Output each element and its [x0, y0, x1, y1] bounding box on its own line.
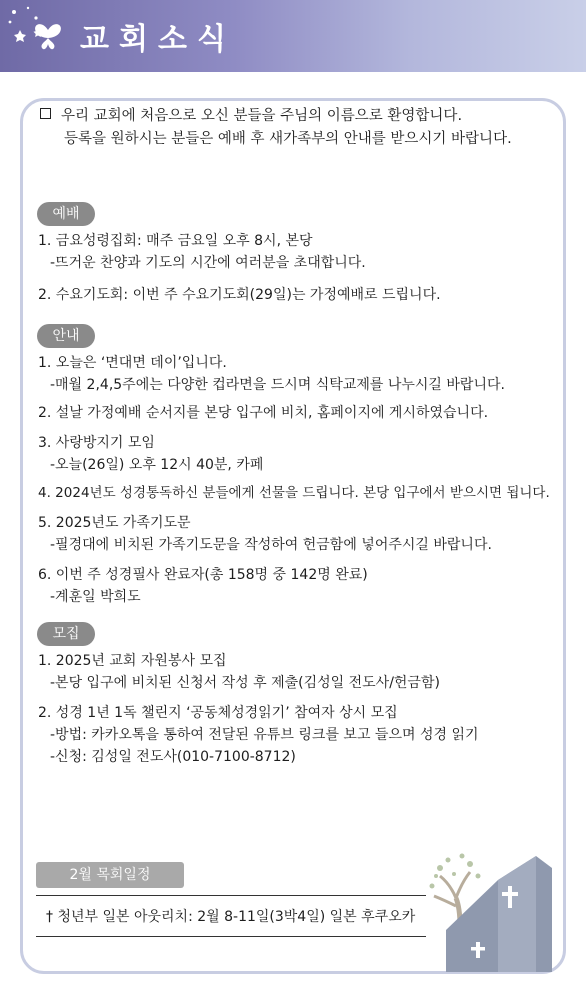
- page-title: 교회소식: [80, 22, 236, 57]
- list-item: 2. 설날 가정예배 순서지를 본당 입구에 비치, 홈페이지에 게시하였습니다.: [38, 405, 489, 421]
- page-header: [0, 0, 586, 72]
- list-item: 2. 성경 1년 1독 챌린지 ‘공동체성경읽기’ 참여자 상시 모집 -방법: 카카오톡을 통하여 전달된 유튜브 링크를 보고 들으며 성경 읽기 -신청: 김성일 전도사(010-7100-8712): [38, 705, 479, 765]
- list-item: 5. 2025년도 가족기도문 -필경대에 비치된 가족기도문을 작성하여 헌금함에 넣어주시길 바랍니다.: [38, 515, 492, 553]
- list-item: 3. 사랑방지기 모임 -오늘(26일) 오후 12시 40분, 카페: [38, 435, 264, 473]
- schedule-label: 2월 목회일정: [36, 862, 184, 888]
- list-item: 4. 2024년도 성경통독하신 분들에게 선물을 드립니다. 본당 입구에서 받으시면 됩니다.: [38, 485, 550, 501]
- section-label-notice: 안내: [37, 324, 95, 348]
- list-item: 6. 이번 주 성경필사 완료자(총 158명 중 142명 완료) -계훈일 박희도: [38, 567, 368, 605]
- checkbox-bullet-icon: [40, 108, 51, 119]
- list-item: 1. 2025년 교회 자원봉사 모집 -본당 입구에 비치된 신청서 작성 후 제출(김성일 전도사/헌금함): [38, 653, 440, 691]
- welcome-line-2: 등록을 원하시는 분들은 예배 후 새가족부의 안내를 받으시기 바랍니다.: [64, 131, 512, 147]
- list-item: 1. 오늘은 ‘면대면 데이’입니다. -매월 2,4,5주에는 다양한 컵라면을 드시며 식탁교제를 나누시길 바랍니다.: [38, 355, 505, 393]
- welcome-line-1: 우리 교회에 처음으로 오신 분들을 주님의 이름으로 환영합니다.: [61, 108, 463, 124]
- butterfly-stars-icon: [0, 0, 90, 60]
- list-item: 1. 금요성령집회: 매주 금요일 오후 8시, 본당 -뜨거운 찬양과 기도의 시간에 여러분을 초대합니다.: [38, 233, 366, 271]
- schedule-item: † 청년부 일본 아웃리치: 2월 8-11일(3박4일) 일본 후쿠오카: [46, 909, 416, 925]
- church-tree-icon: [426, 846, 556, 972]
- section-label-worship: 예배: [37, 202, 95, 226]
- divider: [36, 936, 426, 937]
- section-label-recruit: 모집: [37, 622, 95, 646]
- divider: [36, 895, 426, 896]
- list-item: 2. 수요기도회: 이번 주 수요기도회(29일)는 가정예배로 드립니다.: [38, 287, 441, 303]
- welcome-message: [40, 105, 560, 151]
